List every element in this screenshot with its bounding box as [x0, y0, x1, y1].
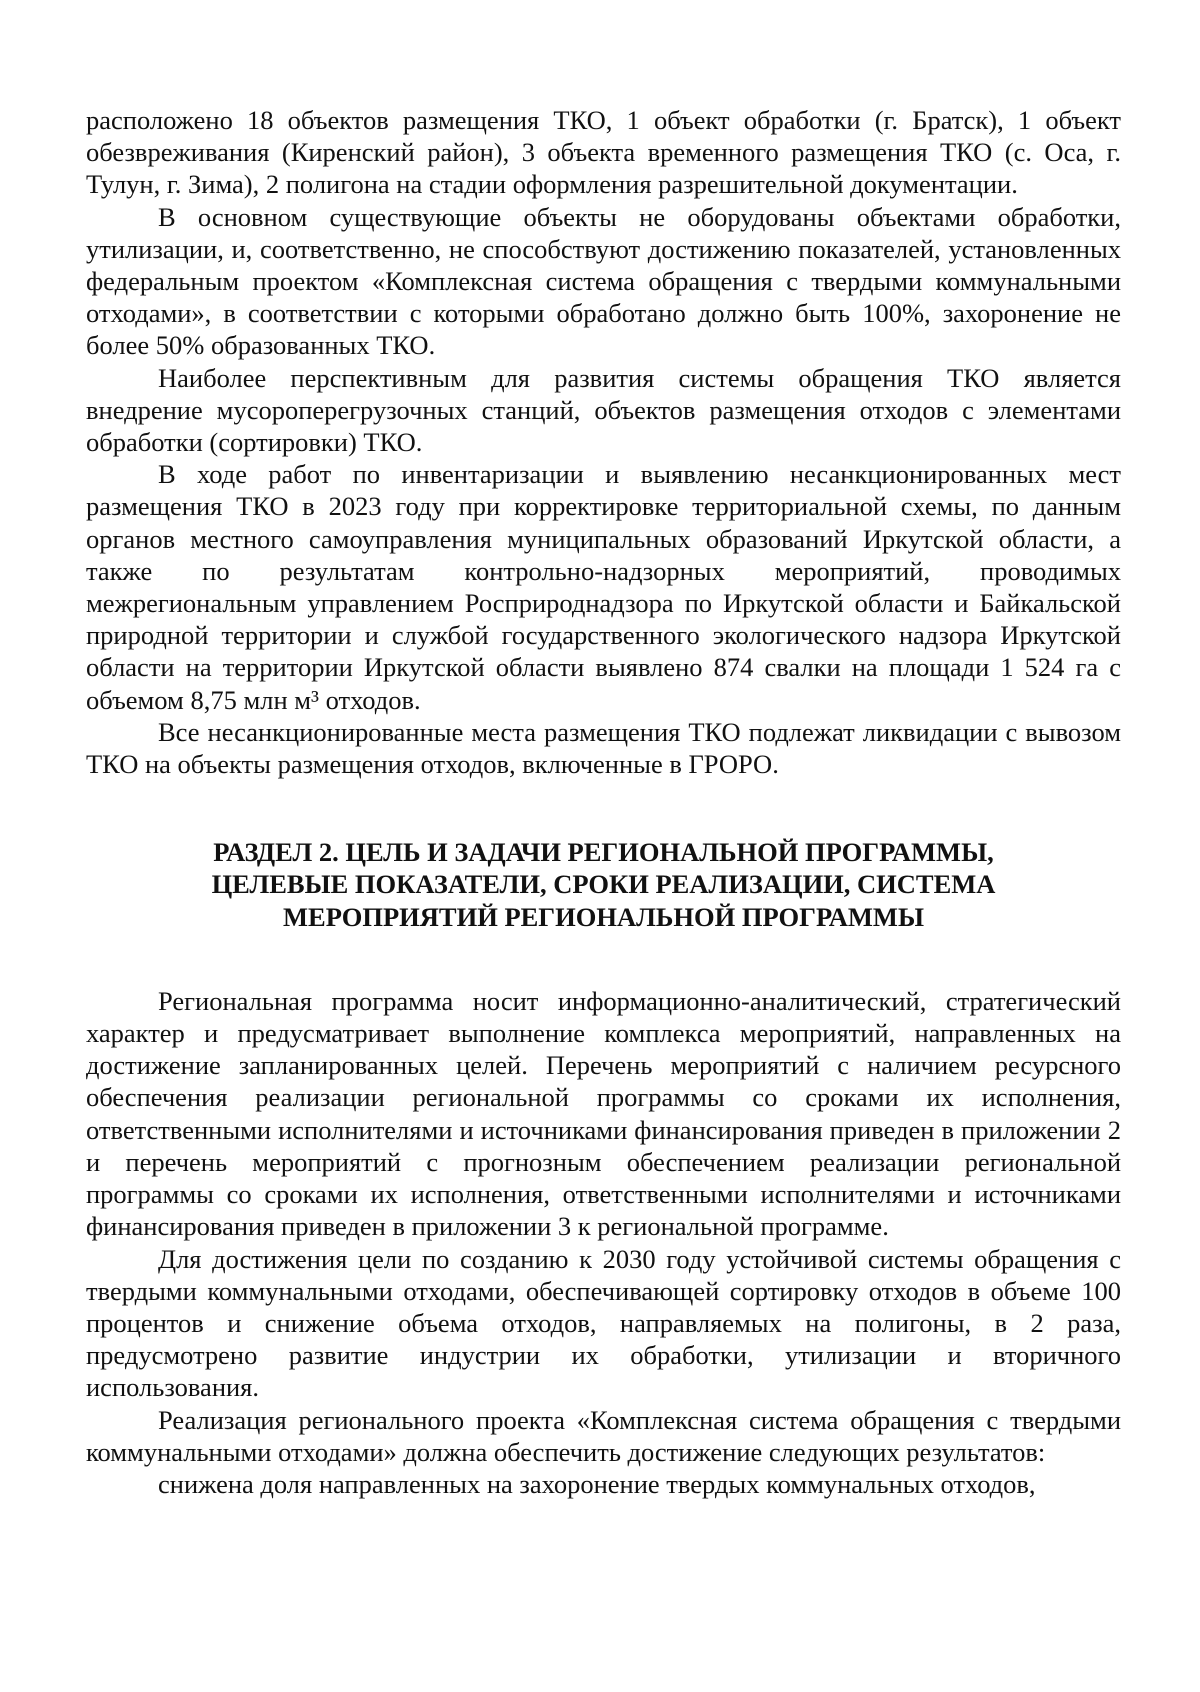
paragraph-liquidation: Все несанкционированные места размещения ТКО подлежат ликвидации с вывозом ТКО на объекты размещения отходов, включенные в ГРОРО.	[86, 716, 1121, 780]
document-page	[86, 104, 1121, 1500]
paragraph-regional-project: Реализация регионального проекта «Комплексная система обращения с твердыми коммунальными отходами» должна обеспечить достижение следующих результатов:	[86, 1404, 1121, 1467]
paragraph-result-item: снижена доля направленных на захоронение твердых коммунальных отходов,	[158, 1468, 1036, 1499]
paragraph-goal-2030: Для достижения цели по созданию к 2030 году устойчивой системы обращения с твердыми коммунальными отходами, обеспечивающей сортировку отходов в объеме 100 процентов и снижение объема отходов, направляемых на полигоны, в 2 раза, предусмотрено развитие индустрии их обработки, утилизации и вторичного использования.	[86, 1243, 1121, 1403]
section-heading-line-2: ЦЕЛЕВЫЕ ПОКАЗАТЕЛИ, СРОКИ РЕАЛИЗАЦИИ, СИСТЕМА	[211, 869, 996, 900]
paragraph-prospects: Наиболее перспективным для развития системы обращения ТКО является внедрение мусороперегрузочных станций, объектов размещения отходов с элементами обработки (сортировки) ТКО.	[86, 362, 1121, 458]
section-heading-line-3: МЕРОПРИЯТИЙ РЕГИОНАЛЬНОЙ ПРОГРАММЫ	[283, 901, 924, 932]
paragraph-program-character: Региональная программа носит информационно-аналитический, стратегический характер и предусматривает выполнение комплекса мероприятий, направленных на достижение запланированных целей. Перечень мероприятий с наличием ресурсного обеспечения реализации региональной программы со сроками их исполнения, ответственными исполнителями и источниками финансирования приведен в приложении 2 и перечень мероприятий с прогнозным обеспечением реализации региональной программы со сроками их исполнения, ответственными исполнителями и источниками финансирования приведен в приложении 3 к региональной программе.	[86, 985, 1121, 1242]
paragraph-objects-list: расположено 18 объектов размещения ТКО, 1 объект обработки (г. Братск), 1 объект обезвреживания (Киренский район), 3 объекта временного размещения ТКО (с. Оса, г. Тулун, г. Зима), 2 полигона на стадии оформления разрешительной документации.	[86, 105, 1121, 200]
paragraph-existing-objects: В основном существующие объекты не оборудованы объектами обработки, утилизации, и, соответственно, не способствуют достижению показателей, установленных федеральным проектом «Комплексная система обращения с твердыми коммунальными отходами», в соответствии с которыми обработано должно быть 100%, захоронение не более 50% образованных ТКО.	[86, 201, 1121, 361]
section-heading-line-1: РАЗДЕЛ 2. ЦЕЛЬ И ЗАДАЧИ РЕГИОНАЛЬНОЙ ПРОГРАММЫ,	[213, 837, 994, 868]
section-heading	[86, 836, 1121, 933]
paragraph-inventory: В ходе работ по инвентаризации и выявлению несанкционированных мест размещения ТКО в 2023 году при корректировке территориальной схемы, по данным органов местного самоуправления муниципальных образований Иркутской области, а также по результатам контрольно-надзорных мероприятий, проводимых межрегиональным управлением Росприроднадзора по Иркутской области и Байкальской природной территории и службой государственного экологического надзора Иркутской области на территории Иркутской области выявлено 874 свалки на площади 1 524 га с объемом 8,75 млн м³ отходов.	[86, 459, 1121, 715]
